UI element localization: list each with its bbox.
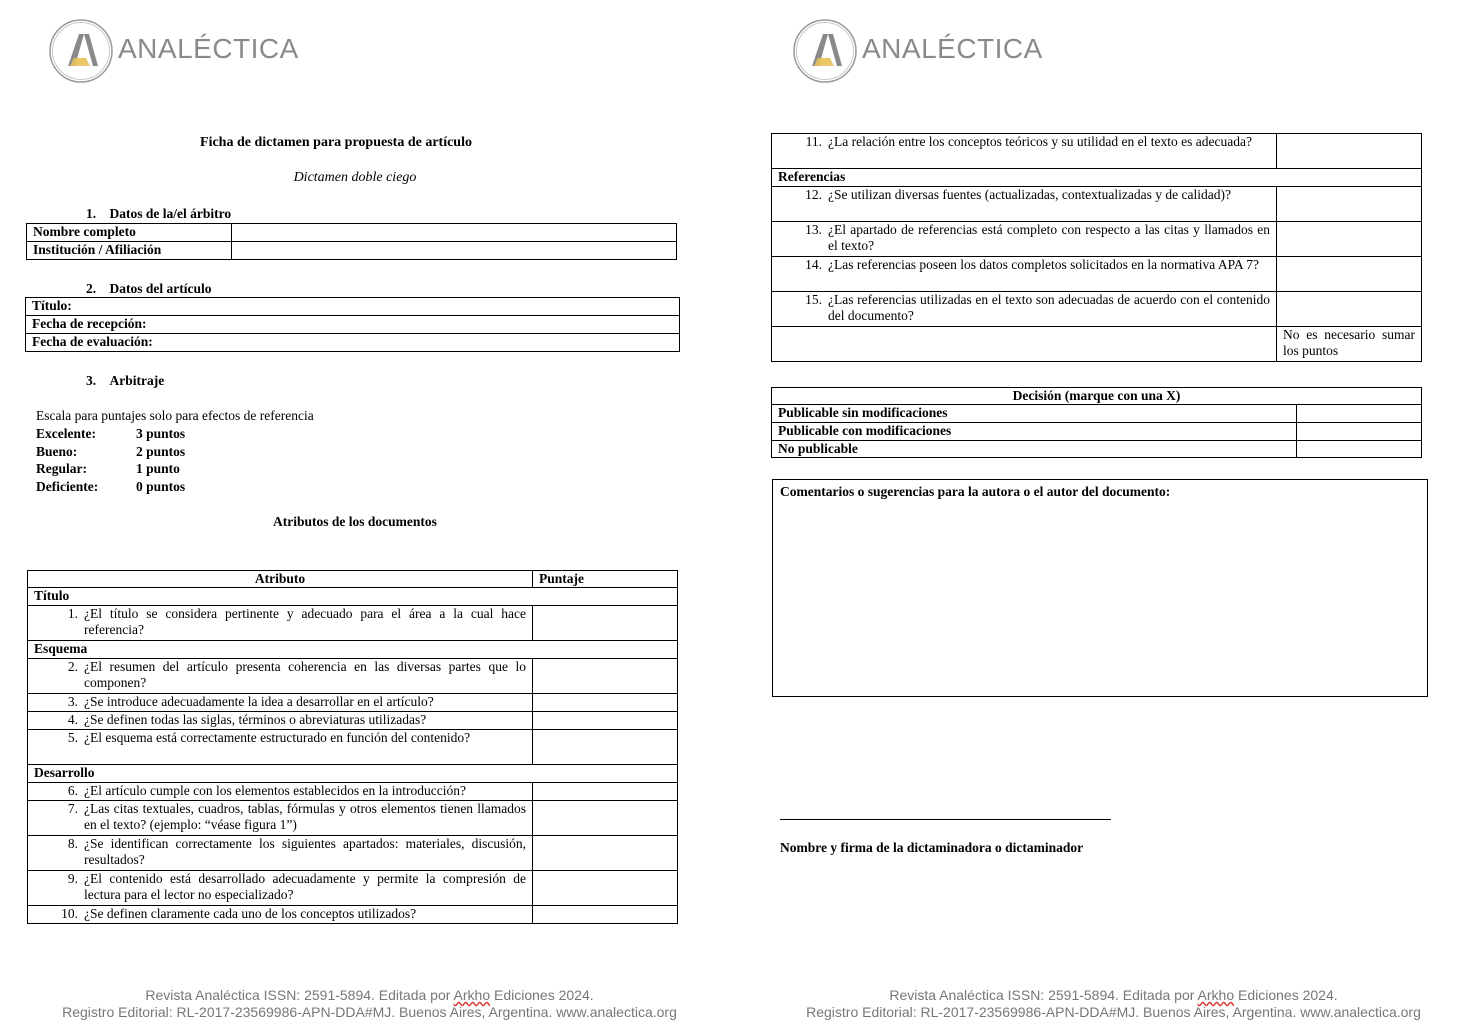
question-text: ¿Se identifican correctamente los siguientes apartados: materiales, discusión, resultados? <box>84 836 526 867</box>
scale-value: 0 puntos <box>136 479 186 494</box>
footer-line-2: Registro Editorial: RL-2017-23569986-APN-DDA#MJ. Buenos Aires, Argentina. www.analectica.org <box>806 1004 1421 1020</box>
score-cell[interactable] <box>533 712 678 730</box>
question-number: 14. <box>805 257 822 272</box>
decision-option-label: No publicable <box>772 441 1297 458</box>
reception-date-field[interactable]: Fecha de recepción: <box>26 316 680 334</box>
signature-line <box>780 819 1111 820</box>
question-number: 9. <box>67 871 78 886</box>
score-cell[interactable] <box>533 659 678 694</box>
scale-value: 1 punto <box>136 461 180 476</box>
question-text: ¿El título se considera pertinente y adecuado para el área a la cual hace referencia? <box>84 606 526 637</box>
total-row <box>772 327 1422 362</box>
section-label: Arbitraje <box>109 373 165 388</box>
total-label-cell <box>772 327 1277 362</box>
question-text: ¿Se utilizan diversas fuentes (actualizadas, contextualizadas y de calidad)? <box>828 187 1231 202</box>
logo-text: ANALÉCTICA <box>118 33 299 64</box>
question-text: ¿El contenido está desarrollado adecuadamente y permite la compresión de lectura para el lector no especializado? <box>84 871 526 902</box>
reviewer-name-field[interactable] <box>232 224 677 242</box>
comments-box[interactable] <box>772 479 1428 697</box>
decision-mark-cell[interactable] <box>1297 405 1422 423</box>
question-number: 2. <box>67 659 78 674</box>
question-text: ¿Las citas textuales, cuadros, tablas, fórmulas y otros elementos tienen llamados en el texto? (ejemplo: “véase figura 1”) <box>84 801 526 832</box>
score-cell[interactable] <box>1277 292 1422 327</box>
analectica-logo <box>792 18 1052 86</box>
score-cell[interactable] <box>1277 257 1422 292</box>
analectica-logo <box>48 18 308 86</box>
footer-line-2: Registro Editorial: RL-2017-23569986-APN-DDA#MJ. Buenos Aires, Argentina. www.analectica.org <box>62 1004 677 1020</box>
scale-key: Bueno: <box>36 444 78 459</box>
scale-row <box>36 461 180 477</box>
decision-mark-cell[interactable] <box>1297 441 1422 458</box>
score-cell[interactable] <box>533 606 678 641</box>
table-row <box>772 134 1422 169</box>
question-text: ¿El artículo cumple con los elementos establecidos en la introducción? <box>84 783 466 798</box>
table-row <box>28 694 678 712</box>
score-cell[interactable] <box>533 730 678 765</box>
logo-emblem-icon <box>48 18 114 84</box>
question-text: ¿Las referencias utilizadas en el texto son adecuadas de acuerdo con el contenido del documento? <box>828 292 1270 323</box>
footer-text: Ediciones 2024. <box>1234 987 1338 1003</box>
total-note[interactable]: No es necesario sumar los puntos <box>1277 327 1422 362</box>
footer-text: Revista Analéctica ISSN: 2591-5894. Editada por <box>145 987 454 1003</box>
question-number: 4. <box>67 712 78 727</box>
score-cell[interactable] <box>533 694 678 712</box>
footer-line-1 <box>744 987 1479 1004</box>
table-row <box>28 730 678 765</box>
scale-row <box>36 479 185 495</box>
scale-value: 2 puntos <box>136 444 186 459</box>
attributes-title: Atributos de los documentos <box>273 514 437 529</box>
reviewer-affiliation-label: Institución / Afiliación <box>27 242 232 260</box>
score-cell[interactable] <box>1277 134 1422 169</box>
question-text: ¿El esquema está correctamente estructurado en función del contenido? <box>84 730 471 745</box>
score-cell[interactable] <box>1277 222 1422 257</box>
footer <box>0 987 739 1021</box>
question-number: 1. <box>67 606 78 621</box>
scale-row <box>36 444 185 460</box>
table-row <box>772 222 1422 257</box>
attribute-header: Atributo <box>28 571 533 588</box>
signature-label: Nombre y firma de la dictaminadora o dictaminador <box>780 840 1084 855</box>
scale-intro: Escala para puntajes solo para efectos de referencia <box>36 408 314 423</box>
group-row-esquema: Esquema <box>28 641 678 659</box>
attributes-table <box>27 570 678 924</box>
question-number: 3. <box>67 694 78 709</box>
table-row <box>28 606 678 641</box>
section-3-heading <box>86 373 164 389</box>
section-1-heading <box>86 206 231 222</box>
question-text: ¿El apartado de referencias está completo con respecto a las citas y llamados en el texto? <box>828 222 1270 253</box>
group-row-desarrollo: Desarrollo <box>28 765 678 783</box>
scale-key: Regular: <box>36 461 87 476</box>
table-row <box>772 257 1422 292</box>
question-text: ¿El resumen del artículo presenta coherencia en las diversas partes que lo componen? <box>84 659 526 690</box>
footer-text: Ediciones 2024. <box>490 987 594 1003</box>
table-row <box>28 783 678 801</box>
evaluation-date-field[interactable]: Fecha de evaluación: <box>26 334 680 352</box>
score-cell[interactable] <box>533 871 678 906</box>
table-row <box>772 187 1422 222</box>
question-number: 5. <box>67 730 78 745</box>
decision-mark-cell[interactable] <box>1297 423 1422 441</box>
question-text: ¿Las referencias poseen los datos completos solicitados en la normativa APA 7? <box>828 257 1260 272</box>
logo-text: ANALÉCTICA <box>862 33 1043 64</box>
score-cell[interactable] <box>533 801 678 836</box>
score-cell[interactable] <box>1277 187 1422 222</box>
question-text: ¿La relación entre los conceptos teóricos y su utilidad en el texto es adecuada? <box>828 134 1252 149</box>
question-text: ¿Se definen claramente cada uno de los conceptos utilizados? <box>84 906 417 921</box>
score-header: Puntaje <box>533 571 678 588</box>
footer-publisher: Arkho <box>453 987 491 1003</box>
scale-value: 3 puntos <box>136 426 186 441</box>
decision-option-label: Publicable con modificaciones <box>772 423 1297 441</box>
page-left <box>0 0 739 1035</box>
question-number: 7. <box>67 801 78 816</box>
section-2-heading <box>86 281 212 297</box>
group-row-titulo: Título <box>28 588 678 606</box>
section-number: 1. <box>86 206 97 221</box>
table-row <box>28 659 678 694</box>
reviewer-table <box>26 223 677 260</box>
group-row-referencias: Referencias <box>772 169 1422 187</box>
form-title: Ficha de dictamen para propuesta de artículo <box>200 135 472 150</box>
decision-title: Decisión (marque con una X) <box>772 388 1422 405</box>
section-label: Datos de la/el árbitro <box>109 206 232 221</box>
question-number: 13. <box>805 222 822 237</box>
page-right <box>744 0 1479 1035</box>
decision-option-label: Publicable sin modificaciones <box>772 405 1297 423</box>
article-title-field[interactable]: Título: <box>26 298 680 316</box>
section-label: Datos del artículo <box>109 281 212 296</box>
question-number: 10. <box>61 906 78 921</box>
table-row <box>28 871 678 906</box>
question-number: 8. <box>67 836 78 851</box>
reviewer-affiliation-field[interactable] <box>232 242 677 260</box>
table-row <box>28 801 678 836</box>
article-table <box>25 297 680 352</box>
table-row <box>28 906 678 924</box>
form-subtitle: Dictamen doble ciego <box>293 170 417 185</box>
section-number: 2. <box>86 281 97 296</box>
table-row <box>772 292 1422 327</box>
question-number: 15. <box>805 292 822 307</box>
question-number: 6. <box>67 783 78 798</box>
decision-table <box>771 387 1422 458</box>
score-cell[interactable] <box>533 836 678 871</box>
question-text: ¿Se definen todas las siglas, términos o abreviaturas utilizadas? <box>84 712 427 727</box>
logo-emblem-icon <box>792 18 858 84</box>
footer-text: Revista Analéctica ISSN: 2591-5894. Editada por <box>889 987 1198 1003</box>
question-number: 12. <box>805 187 822 202</box>
footer <box>744 987 1479 1021</box>
footer-publisher: Arkho <box>1197 987 1235 1003</box>
attributes-table-continued <box>771 133 1422 362</box>
scale-key: Deficiente: <box>36 479 99 494</box>
score-cell[interactable] <box>533 783 678 801</box>
score-cell[interactable] <box>533 906 678 924</box>
scale-row <box>36 426 185 442</box>
comments-label: Comentarios o sugerencias para la autora o el autor del documento: <box>780 484 1171 499</box>
footer-line-1 <box>0 987 739 1004</box>
reviewer-name-label: Nombre completo <box>27 224 232 242</box>
question-number: 11. <box>805 134 822 149</box>
table-row <box>28 712 678 730</box>
table-row <box>28 836 678 871</box>
question-text: ¿Se introduce adecuadamente la idea a desarrollar en el artículo? <box>84 694 434 709</box>
scale-key: Excelente: <box>36 426 96 441</box>
section-number: 3. <box>86 373 97 388</box>
